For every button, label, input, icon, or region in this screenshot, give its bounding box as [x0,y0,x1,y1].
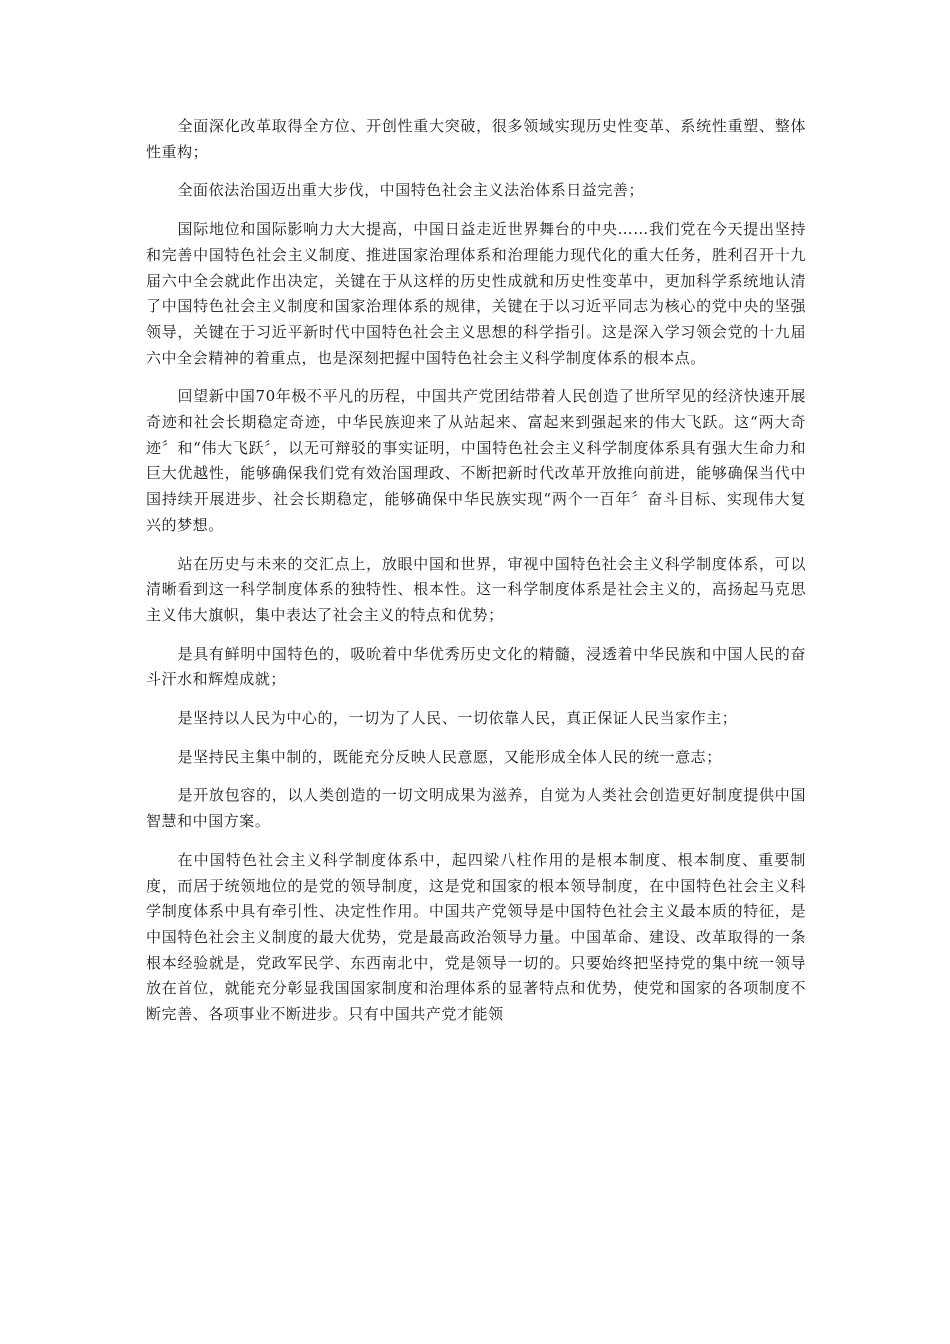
paragraph: 是坚持民主集中制的，既能充分反映人民意愿，又能形成全体人民的统一意志； [177,747,722,766]
paragraph: 是具有鲜明中国特色的，吸吮着中华优秀历史文化的精髓，浸透着中华民族和中国人民的奋斗汗水和辉煌成就； [146,644,806,689]
document-body [146,114,806,1041]
paragraph: 国际地位和国际影响力大大提高，中国日益走近世界舞台的中央……我们党在今天提出坚持和完善中国特色社会主义制度、推进国家治理体系和治理能力现代化的重大任务，胜利召开十九届六中全会就此作出决定，关键在于从这样的历史性成就和历史性变革中，更加科学系统地认清了中国特色社会主义制度和国家治理体系的规律，关键在于以习近平同志为核心的党中央的坚强领导，关键在于习近平新时代中国特色社会主义思想的科学指引。这是深入学习领会党的十九届六中全会精神的着重点，也是深刻把握中国特色社会主义科学制度体系的根本点。 [146,220,806,367]
paragraph: 在中国特色社会主义科学制度体系中，起四梁八柱作用的是根本制度、根本制度、重要制度，而居于统领地位的是党的领导制度，这是党和国家的根本领导制度，在中国特色社会主义科学制度体系中具有牵引性、决定性作用。中国共产党领导是中国特色社会主义最本质的特征，是中国特色社会主义制度的最大优势，党是最高政治领导力量。中国革命、建设、改革取得的一条根本经验就是，党政军民学、东西南北中，党是领导一切的。只要始终把坚持党的集中统一领导放在首位，就能充分彰显我国国家制度和治理体系的显著特点和优势，使党和国家的各项制度不断完善、各项事业不断进步。只有中国共产党才能领 [146,850,806,1024]
paragraph: 回望新中国70年极不平凡的历程，中国共产党团结带着人民创造了世所罕见的经济快速开展奇迹和社会长期稳定奇迹，中华民族迎来了从站起来、富起来到强起来的伟大飞跃。这“两大奇迹〞和“伟大飞跃〞，以无可辩驳的事实证明，中国特色社会主义科学制度体系具有强大生命力和巨大优越性，能够确保我们党有效治国理政、不断把新时代改革开放推向前进，能够确保当代中国持续开展进步、社会长期稳定，能够确保中华民族实现“两个一百年〞奋斗目标、实现伟大复兴的梦想。 [146,387,806,534]
paragraph: 全面深化改革取得全方位、开创性重大突破，很多领域实现历史性变革、系统性重塑、整体性重构； [146,117,806,161]
paragraph: 全面依法治国迈出重大步伐，中国特色社会主义法治体系日益完善； [177,181,645,200]
paragraph: 站在历史与未来的交汇点上，放眼中国和世界，审视中国特色社会主义科学制度体系，可以清晰看到这一科学制度体系的独特性、根本性。这一科学制度体系是社会主义的，高扬起马克思主义伟大旗帜，集中表达了社会主义的特点和优势； [146,554,806,624]
paragraph: 是开放包容的，以人类创造的一切文明成果为滋养，自觉为人类社会创造更好制度提供中国智慧和中国方案。 [146,786,806,831]
paragraph: 是坚持以人民为中心的，一切为了人民、一切依靠人民，真正保证人民当家作主； [177,709,738,728]
